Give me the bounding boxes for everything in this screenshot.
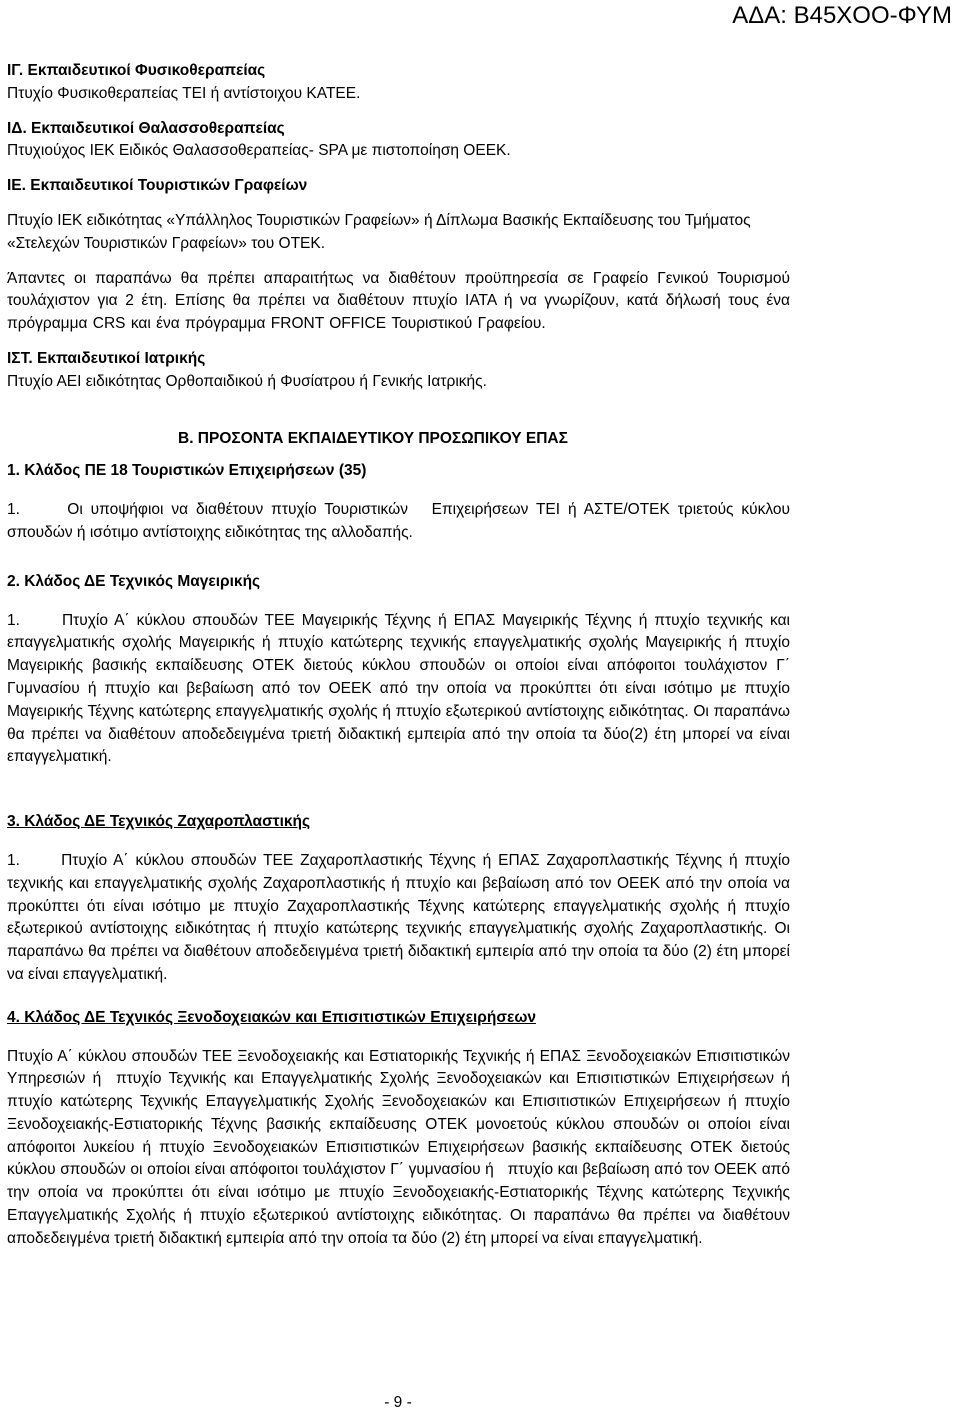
text-ie-requirements: Άπαντες οι παραπάνω θα πρέπει απαραιτήτως να διαθέτουν προϋπηρεσία σε Γραφείο Γενικού Τουρισμού τουλάχιστον για 2 έτη. Επίσης θα πρέπει να διαθέτουν πτυχίο ΙΑΤΑ ή να γνωρίζουν, κατά δήλωσή τους ένα πρόγραμμα CRS και ένα πρόγραμμα FRONT OFFICE Τουριστικού Γραφείου. xyxy=(7,269,790,333)
text-klados-4: Πτυχίο Α΄ κύκλου σπουδών ΤΕΕ Ξενοδοχειακής και Εστιατορικής Τεχνικής ή ΕΠΑΣ Ξενοδοχειακών Επισιτιστικών Υπηρεσιών ή πτυχίο Τεχνικής και Επαγγελματικής Σχολής Ξενοδοχειακών και Επισιτιστικών Επιχειρήσεων ή πτυχίο κατώτερης Τεχνικής Επαγγελματικής Σχολής Ξενοδοχειακών και Επισιτιστικών Επιχειρήσεων ή πτυχίο Ξενοδοχειακής-Εστιατορικής Τέχνης βασικής εκπαίδευσης ΟΤΕΚ μονοετούς κύκλου σπουδών οι οποίοι είναι απόφοιτοι λυκείου ή πτυχίο Ξενοδοχειακών Επισιτιστικών Επιχειρήσεων βασικής εκπαίδευσης ΟΤΕΚ διετούς κύκλου σπουδών οι οποίοι είναι απόφοιτοι τουλάχιστον Γ΄ γυμνασίου ή πτυχίο και βεβαίωση από τον ΟΕΕΚ από την οποία να προκύπτει ότι είναι ισότιμο με πτυχίο Ξενοδοχειακής-Εστιατορικής Τέχνης κατώτερης Τεχνικής Επαγγελματικής Σχολής ή πτυχίο εξωτερικού αντίστοιχης ειδικότητας. Οι παραπάνω θα πρέπει να διαθέτουν αποδεδειγμένα τριετή διδακτική εμπειρία από την οποία τα δύο (2) έτη μπορεί να είναι επαγγελματική. xyxy=(7,1047,795,1247)
heading-klados-4: 4. Κλάδος ΔΕ Τεχνικός Ξενοδοχειακών και Επισιτιστικών Επιχειρήσεων xyxy=(7,1008,537,1026)
heading-klados-1: 1. Κλάδος ΠΕ 18 Τουριστικών Επιχειρήσεων (35) xyxy=(7,462,367,480)
text-id: Πτυχιούχος ΙΕΚ Ειδικός Θαλασσοθεραπείας- SPA με πιστοποίηση ΟΕΕΚ. xyxy=(7,142,511,160)
heading-klados-3: 3. Κλάδος ΔΕ Τεχνικός Ζαχαροπλαστικής xyxy=(7,813,311,831)
text-ist: Πτυχίο ΑΕΙ ειδικότητας Ορθοπαιδικού ή Φυσίατρου ή Γενικής Ιατρικής. xyxy=(7,372,487,390)
document-page xyxy=(7,60,795,1251)
text-klados-3: 1. Πτυχίο Α΄ κύκλου σπουδών ΤΕΕ Ζαχαροπλαστικής Τέχνης ή ΕΠΑΣ Ζαχαροπλαστικής Τέχνης ή πτυχίο τεχνικής και επαγγελματικής σχολής Ζαχαροπλαστικής ή πτυχίο και βεβαίωση από τον ΟΕΕΚ από την οποία να προκύπτει ότι είναι ισότιμο με πτυχίο Ζαχαροπλαστικής Τέχνης κατώτερης επαγγελματικής σχολής ή πτυχίο εξωτερικού αντίστοιχης ειδικότητας ή πτυχίο κατώτερης τεχνικής επαγγελματικής σχολής Ζαχαροπλαστικής. Οι παραπάνω θα πρέπει να διαθέτουν αποδεδειγμένα τριετή διδακτική εμπειρία από την οποία τα δύο (2) έτη μπορεί να είναι επαγγελματική. xyxy=(7,851,795,983)
text-klados-2: 1. Πτυχίο Α΄ κύκλου σπουδών ΤΕΕ Μαγειρικής Τέχνης ή ΕΠΑΣ Μαγειρικής Τέχνης ή πτυχίο τεχνικής και επαγγελματικής σχολής Μαγειρικής ή πτυχίο κατώτερης τεχνικής επαγγελματικής σχολής Μαγειρικής ή πτυχίο Μαγειρικής βασικής εκπαίδευσης ΟΤΕΚ διετούς κύκλου σπουδών οι οποίοι είναι απόφοιτοι τουλάχιστον Γ΄ Γυμνασίου ή πτυχίο και βεβαίωση από τον ΟΕΕΚ από την οποία να προκύπτει ότι είναι ισότιμο με πτυχίο Μαγειρικής Τέχνης κατώτερης επαγγελματικής σχολής ή πτυχίο εξωτερικού αντίστοιχης ειδικότητας. Οι παραπάνω θα πρέπει να διαθέτουν αποδεδειγμένα τριετή διδακτική εμπειρία από την οποία τα δύο(2) έτη μπορεί να είναι επαγγελματική. xyxy=(7,611,795,766)
heading-section-b: Β. ΠΡΟΣΟΝΤΑ ΕΚΠΑΙΔΕΥΤΙΚΟΥ ΠΡΟΣΩΠΙΚΟΥ ΕΠΑΣ xyxy=(178,429,568,447)
heading-ist: ΙΣΤ. Εκπαιδευτικοί Ιατρικής xyxy=(7,349,206,367)
text-ig: Πτυχίο Φυσικοθεραπείας ΤΕΙ ή αντίστοιχου ΚΑΤΕΕ. xyxy=(7,84,361,102)
text-klados-1: 1. Οι υποψήφιοι να διαθέτουν πτυχίο Τουριστικών Επιχειρήσεων ΤΕΙ ή ΑΣΤΕ/ΟΤΕΚ τριετούς κύκλου σπουδών ή ισότιμο αντίστοιχης ειδικότητας της αλλοδαπής. xyxy=(7,501,795,541)
heading-klados-2: 2. Κλάδος ΔΕ Τεχνικός Μαγειρικής xyxy=(7,572,261,590)
text-ie: Πτυχίο ΙΕΚ ειδικότητας «Υπάλληλος Τουριστικών Γραφείων» ή Δίπλωμα Βασικής Εκπαίδευσης του Τμήματος «Στελεχών Τουριστικών Γραφείων» του ΟΤΕΚ. xyxy=(7,211,751,252)
heading-id: ΙΔ. Εκπαιδευτικοί Θαλασσοθεραπείας xyxy=(7,119,285,137)
heading-ie: ΙΕ. Εκπαιδευτικοί Τουριστικών Γραφείων xyxy=(7,177,308,195)
page-number: - 9 - xyxy=(384,1394,412,1411)
ada-code: ΑΔΑ: Β45ΧΟΟ-ΦΥΜ xyxy=(732,2,952,29)
heading-ig: ΙΓ. Εκπαιδευτικοί Φυσικοθεραπείας xyxy=(7,62,266,79)
